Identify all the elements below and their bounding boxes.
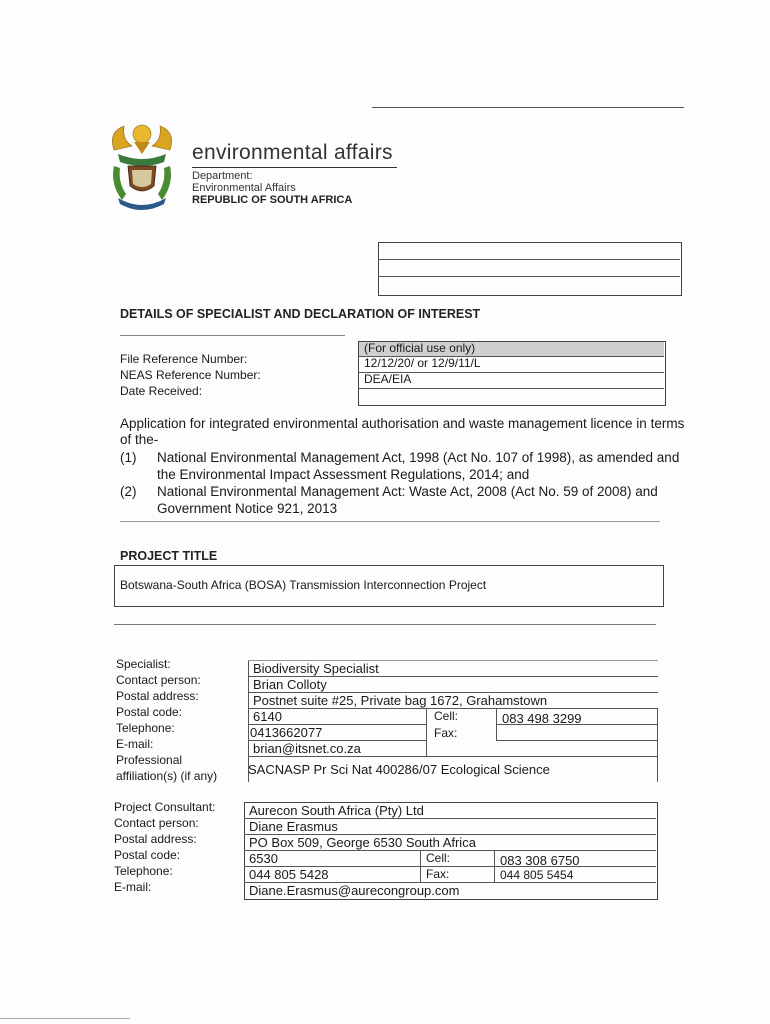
official-rule-3: [358, 388, 664, 389]
project-title-value: Botswana-South Africa (BOSA) Transmission Interconnection Project: [120, 578, 487, 592]
specialist-email-label: E-mail:: [116, 737, 154, 751]
specialist-value: Biodiversity Specialist: [253, 661, 379, 676]
blank-reference-box: [378, 242, 682, 296]
specialist-postal-code-value: 6140: [253, 709, 282, 724]
consultant-telephone-value: 044 805 5428: [249, 867, 329, 882]
specialist-affiliation-label-1: Professional: [116, 753, 183, 767]
spec-mid-border: [426, 708, 427, 756]
application-intro-line2: of the-: [120, 432, 159, 447]
consultant-postal-code-value: 6530: [249, 851, 278, 866]
specialist-email-value: brian@itsnet.co.za: [253, 741, 361, 756]
item2-line2: Government Notice 921, 2013: [157, 501, 338, 516]
consultant-contact-label: Contact person:: [114, 816, 199, 830]
specialist-telephone-value: 0413662077: [250, 725, 323, 740]
consultant-contact-value: Diane Erasmus: [249, 819, 338, 834]
specialist-postal-code-label: Postal code:: [116, 705, 183, 719]
specialist-contact-value: Brian Colloty: [253, 677, 327, 692]
top-rule: [372, 107, 684, 108]
section-title: DETAILS OF SPECIALIST AND DECLARATION OF INTEREST: [120, 307, 481, 321]
consultant-fax-label: Fax:: [426, 867, 450, 881]
consultant-telephone-label: Telephone:: [114, 864, 173, 878]
consultant-postal-address-value: PO Box 509, George 6530 South Africa: [249, 835, 476, 850]
spec-rule-6: [248, 756, 658, 757]
coat-of-arms-logo: [104, 120, 180, 212]
official-use-heading: (For official use only): [364, 341, 476, 355]
neas-reference-label: NEAS Reference Number:: [120, 368, 261, 382]
specialist-contact-label: Contact person:: [116, 673, 201, 687]
specialist-affiliation-label-2: affiliation(s) (if any): [116, 769, 218, 783]
consultant-postal-address-label: Postal address:: [114, 832, 197, 846]
consultant-email-value: Diane.Erasmus@aurecongroup.com: [249, 883, 460, 898]
consultant-fax-value: 044 805 5454: [500, 868, 574, 882]
consultant-label: Project Consultant:: [114, 800, 216, 814]
project-title-heading: PROJECT TITLE: [120, 549, 218, 563]
item1-number: (1): [120, 450, 137, 465]
blank-box-rule-1: [378, 259, 680, 260]
file-reference-label: File Reference Number:: [120, 352, 248, 366]
project-rule: [114, 624, 656, 625]
bottom-edge-rule: [0, 1018, 130, 1019]
consultant-email-label: E-mail:: [114, 880, 152, 894]
specialist-cell-value: 083 498 3299: [502, 711, 582, 726]
item1-line1: National Environmental Management Act, 1998 (Act No. 107 of 1998), as amended and: [157, 450, 680, 465]
consultant-postal-code-label: Postal code:: [114, 848, 181, 862]
spec-right-border: [657, 708, 658, 782]
specialist-postal-address-label: Postal address:: [116, 689, 199, 703]
specialist-affiliation-value: SACNASP Pr Sci Nat 400286/07 Ecological Science: [248, 762, 550, 777]
specialist-fax-label: Fax:: [434, 726, 458, 740]
specialist-label: Specialist:: [116, 657, 171, 671]
item1-line2: the Environmental Impact Assessment Regulations, 2014; and: [157, 467, 530, 482]
blank-box-rule-2: [378, 276, 680, 277]
cons-mid-border: [420, 850, 421, 882]
dept-line3: REPUBLIC OF SOUTH AFRICA: [192, 194, 353, 206]
neas-reference-value: DEA/EIA: [364, 372, 412, 386]
item2-number: (2): [120, 484, 137, 499]
consultant-cell-value: 083 308 6750: [500, 853, 580, 868]
file-reference-value: 12/12/20/ or 12/9/11/L: [364, 356, 481, 370]
spec-rule-5b: [496, 740, 658, 741]
consultant-cell-label: Cell:: [426, 851, 451, 865]
dept-line2: Environmental Affairs: [192, 182, 296, 194]
application-intro-line1: Application for integrated environmental authorisation and waste management licence in terms: [120, 416, 685, 431]
specialist-postal-address-value: Postnet suite #25, Private bag 1672, Grahamstown: [253, 693, 548, 708]
dept-line1: Department:: [192, 170, 253, 182]
section-rule: [120, 335, 345, 336]
specialist-telephone-label: Telephone:: [116, 721, 175, 735]
specialist-cell-label: Cell:: [434, 709, 459, 723]
consultant-value: Aurecon South Africa (Pty) Ltd: [249, 803, 424, 818]
application-rule: [120, 521, 660, 522]
cons-cell-border: [494, 850, 495, 882]
department-title-underline: [192, 167, 397, 168]
department-title: environmental affairs: [192, 141, 393, 164]
item2-line1: National Environmental Management Act: Waste Act, 2008 (Act No. 59 of 2008) and: [157, 484, 658, 499]
date-received-label: Date Received:: [120, 384, 203, 398]
spec-cell-border: [496, 708, 497, 740]
